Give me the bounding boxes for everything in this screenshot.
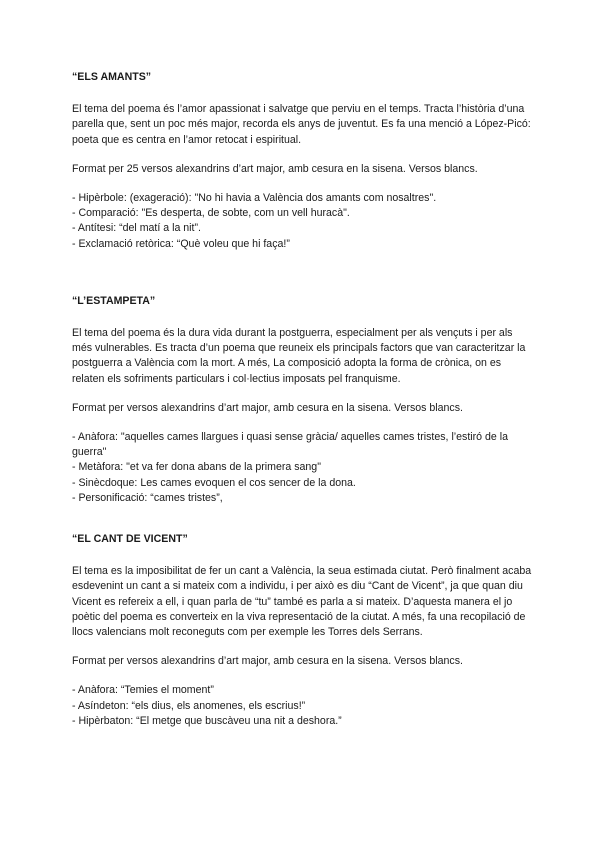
list-item: - Comparació: "Es desperta, de sobte, com un vell huracà". — [72, 207, 350, 220]
format-paragraph: Format per versos alexandrins d’art major, amb cesura en la sisena. Versos blancs. — [72, 655, 463, 668]
format-paragraph: Format per 25 versos alexandrins d’art major, amb cesura en la sisena. Versos blancs. — [72, 162, 478, 175]
list-item: - Antítesi: “del matí a la nit”. — [72, 222, 201, 235]
theme-paragraph: El tema es la imposibilitat de fer un cant a València, la seua estimada ciutat. Però finalment acaba esdevenint un cant a si mateix com a individu, i per això es diu “Cant de Vicent”, ja que quan diu Vicent es refereix a ell, i quan parla de “tu” també es parla a si mateix. D’aquesta manera el jo poètic del poema es converteix en la viva representació de la ciutat. A més, fa una recopilació de llocs valencians molt reconeguts com per exemple les Torres dels Serrans. — [72, 565, 532, 639]
list-item: - Hipèrbaton: “El metge que buscàveu una nit a deshora.” — [72, 714, 342, 727]
theme-paragraph: El tema del poema és l’amor apassionat i salvatge que perviu en el temps. Tracta l’història d’una parella que, sent un poc més major, recorda els anys de juventut. Es fa una menció a López-Picó: poeta que es centra en l’amor retocat i espiritual. — [72, 103, 531, 146]
section-title: “ELS AMANTS” — [72, 71, 152, 83]
figures-list — [72, 683, 534, 729]
section-els-amants — [72, 70, 534, 252]
list-item: - Exclamació retòrica: “Què voleu que hi faça!” — [72, 237, 290, 250]
list-item: - Personificació: “cames tristes”, — [72, 491, 223, 504]
list-item: - Asíndeton: “els dius, els anomenes, els escrius!” — [72, 699, 306, 712]
document-page — [72, 70, 534, 729]
list-item: - Metàfora: "et va fer dona abans de la primera sang" — [72, 461, 321, 474]
section-el-cant-de-vicent — [72, 532, 534, 729]
figures-list — [72, 430, 534, 506]
section-lestampeta — [72, 294, 534, 506]
theme-paragraph: El tema del poema és la dura vida durant la postguerra, especialment per als vençuts i per als més vulnerables. Es tracta d’un poema que reuneix els principals factors que van caracteritzar la postguerra a València com la mort. A més, La composició adopta la forma de crònica, on es relaten els sofriments particulars i col·lectius imposats pel franquisme. — [72, 327, 526, 385]
figures-list — [72, 191, 534, 252]
list-item: - Anàfora: “Temies el moment” — [72, 684, 214, 697]
list-item: - Anàfora: "aquelles cames llargues i quasi sense gràcia/ aquelles cames tristes, l’estiró de la guerra" — [72, 431, 508, 459]
section-title: “EL CANT DE VICENT” — [72, 533, 188, 546]
list-item: - Sinècdoque: Les cames evoquen el cos sencer de la dona. — [72, 476, 356, 489]
list-item: - Hipèrbole: (exageració): "No hi havia a València dos amants com nosaltres". — [72, 192, 437, 205]
format-paragraph: Format per versos alexandrins d’art major, amb cesura en la sisena. Versos blancs. — [72, 401, 463, 414]
section-title: “L’ESTAMPETA” — [72, 294, 156, 307]
